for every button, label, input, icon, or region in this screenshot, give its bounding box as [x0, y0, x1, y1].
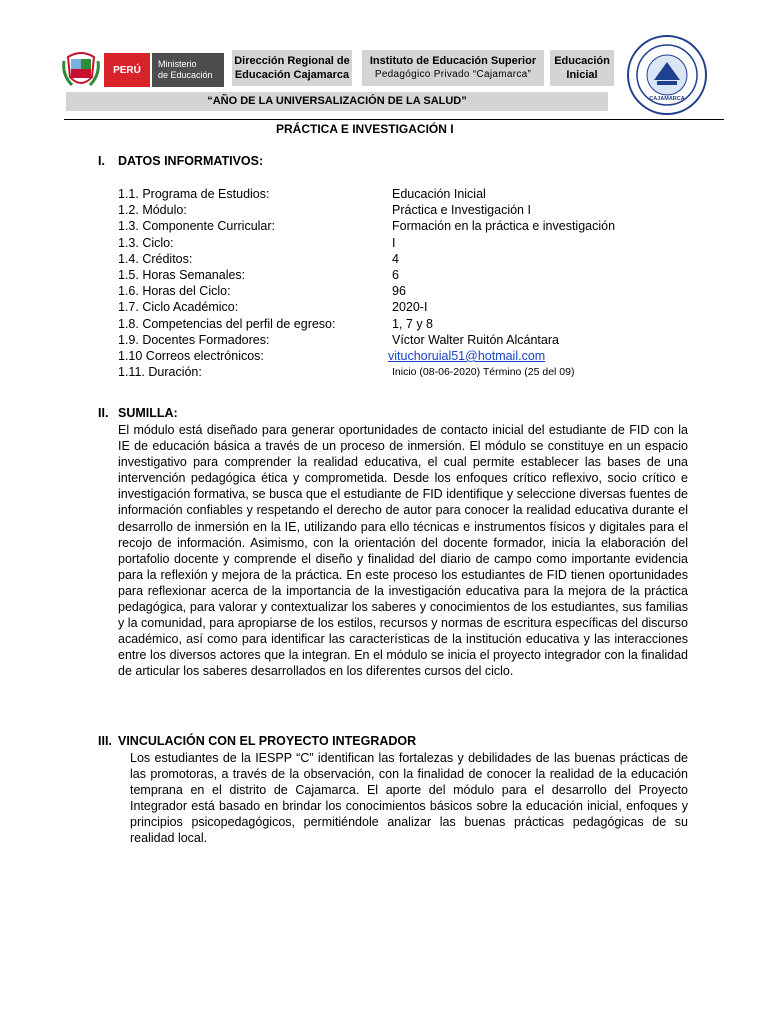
vinculacion-paragraph: Los estudiantes de la IESPP “C” identifican las fortalezas y debilidades de las buenas prácticas de las promotoras, a través de la observación, con la finalidad de conocer la realidad de la educación temprana en el distrito de Cajamarca. El aporte del módulo para el desarrollo del Proyecto Integrador está basado en brindar los conocimientos básicos sobre la educación inicial, enfoques y principios psicopedagógicos, permitiéndole analizar las buenas prácticas pedagógicas de su realidad local.: [130, 751, 688, 846]
ministry-label: [152, 53, 224, 87]
info-label: 1.3. Componente Curricular:: [118, 219, 276, 234]
info-label: 1.6. Horas del Ciclo:: [118, 284, 231, 299]
info-label: 1.7. Ciclo Académico:: [118, 300, 239, 315]
info-label: 1.3. Ciclo:: [118, 235, 174, 250]
program-box: [550, 50, 614, 86]
section3-heading: [98, 734, 416, 748]
header-divider: [64, 119, 724, 120]
year-banner: “AÑO DE LA UNIVERSALIZACIÓN DE LA SALUD”: [66, 92, 608, 111]
document-title: PRÁCTICA E INVESTIGACIÓN I: [276, 122, 454, 136]
info-value: 2020-I: [392, 300, 428, 315]
info-value: Víctor Walter Ruitón Alcántara: [392, 332, 559, 347]
info-value: 1, 7 y 8: [392, 316, 433, 331]
section2-heading: [98, 406, 178, 420]
sumilla-paragraph: El módulo está diseñado para generar oportunidades de contacto inicial del estudiante de FID con la IE de educación básica a través de un proceso de inmersión. El módulo se constituye en un espacio investigativo para comprender la realidad educativa, el cual permite establecer las bases de una intervención pedagógica ética y comprometida. Desde los enfoques crítico reflexivo, socio crítico e investigación formativa, se busca que el estudiante de FID identifique y seleccione diversas fuentes de información confiables y respetando el derecho de autor para conocer la realidad educativa durante el desarrollo de inmersión en la IE, utilizando para ello técnicas e instrumentos físicos y digitales para el recojo de información. Asimismo, con la orientación del docente formador, inicia la elaboración del portafolio docente y comprende el diseño y finalidad del diario de campo como importante evidencia para la reflexión y mejora de la práctica. En este proceso los estudiantes de FID tienen oportunidades para reflexionar acerca de la importancia de la investigación educativa para la mejora de la práctica pedagógica, para valorar y contextualizar los saberes y conocimientos de los estudiantes, sus familias y la comunidad, para apropiarse de los estilos, recursos y normas de escritura específicas del discurso académico, así como para identificar las características de la institución educativa y las interacciones entre los diversos actores que la integran. En el módulo se inicia el proyecto integrador con la finalidad de articular los saberes desarrollados en los diferentes cursos del ciclo.: [118, 423, 688, 679]
section1-title: DATOS INFORMATIVOS:: [118, 154, 264, 168]
info-label: 1.4. Créditos:: [118, 251, 193, 266]
institute-box: [362, 50, 544, 86]
info-value: Práctica e Investigación I: [392, 203, 531, 218]
section2-number: II.: [98, 406, 109, 420]
box1-line2: Educación Cajamarca: [234, 69, 350, 81]
box1-line1: Dirección Regional de: [234, 55, 350, 67]
section1-number: I.: [98, 154, 105, 168]
section1-heading: [98, 154, 263, 168]
box2-line2: Pedagógico Privado “Cajamarca”: [374, 69, 532, 80]
email-link[interactable]: vituchoruial51@hotmail.com: [388, 348, 546, 363]
box3-line2: Inicial: [566, 69, 598, 81]
ministry-line2: de Educación: [158, 70, 213, 80]
peru-coat-of-arms-icon: [62, 47, 100, 93]
box2-line1: Instituto de Educación Superior: [369, 55, 537, 67]
info-value: 6: [392, 267, 399, 282]
info-label: 1.11. Duración:: [118, 365, 202, 380]
info-value: Educación Inicial: [392, 187, 486, 201]
info-value: 4: [392, 251, 399, 266]
info-label: 1.5. Horas Semanales:: [118, 267, 246, 282]
peru-label: PERÚ: [104, 53, 150, 87]
info-value: I: [392, 235, 396, 250]
info-label: 1.1. Programa de Estudios:: [118, 187, 270, 201]
info-value: Inicio (08-06-2020) Término (25 del 09): [392, 366, 575, 379]
info-label: 1.10 Correos electrónicos:: [118, 348, 264, 363]
section2-title: SUMILLA:: [118, 406, 178, 420]
info-value: 96: [392, 284, 406, 299]
info-value: Formación en la práctica e investigación: [392, 219, 616, 234]
seal-text: CAJAMARCA: [649, 96, 685, 102]
ministry-line1: Ministerio: [158, 59, 197, 69]
box3-line1: Educación: [554, 55, 610, 67]
minedu-logo: [62, 47, 226, 93]
info-label: 1.2. Módulo:: [118, 203, 187, 218]
section3-number: III.: [98, 734, 112, 748]
info-label: 1.8. Competencias del perfil de egreso:: [118, 316, 336, 331]
info-label: 1.9. Docentes Formadores:: [118, 332, 270, 347]
section3-title: VINCULACIÓN CON EL PROYECTO INTEGRADOR: [118, 734, 417, 748]
institute-seal-icon: [626, 34, 708, 116]
regional-direction-box: [232, 50, 352, 86]
